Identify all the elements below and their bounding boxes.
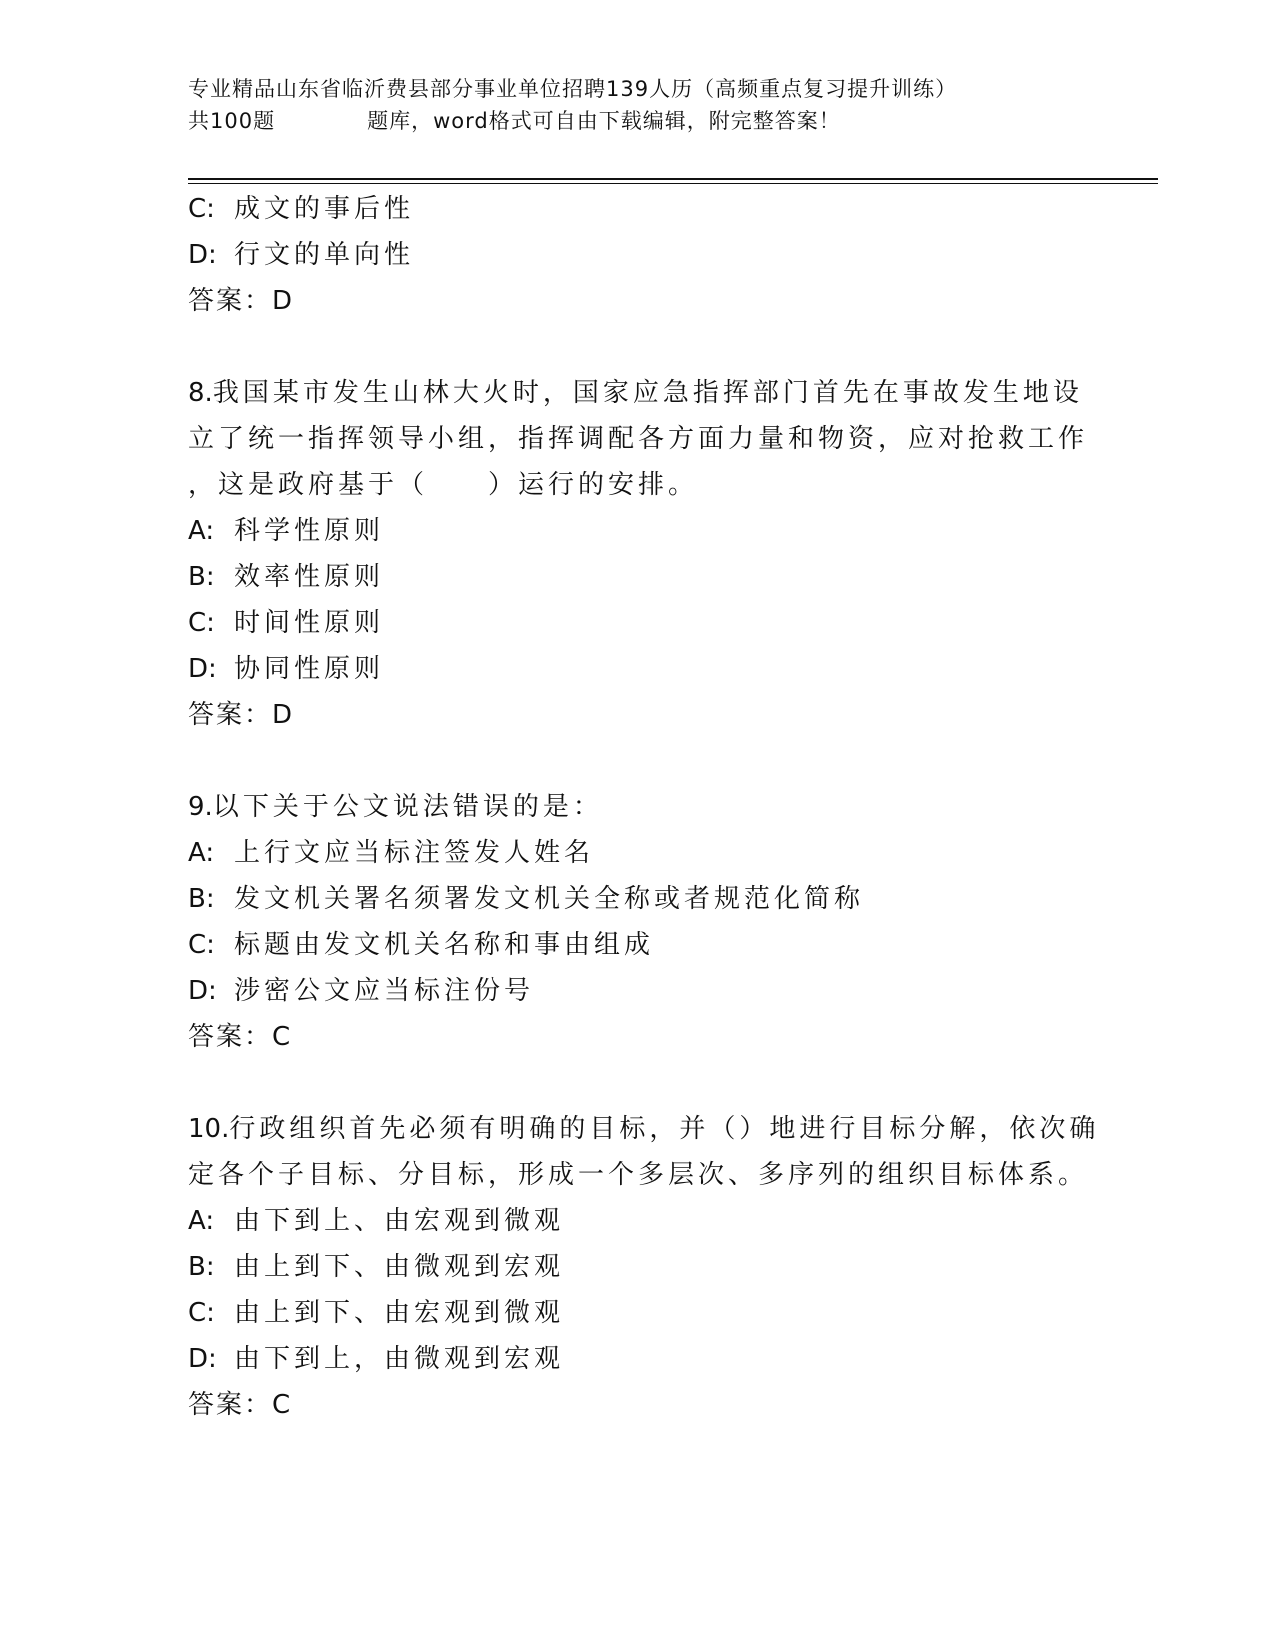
option-text: 由下到上，由微观到宏观	[234, 1344, 565, 1374]
option-key: D:	[188, 240, 217, 270]
option-row	[188, 1290, 1088, 1336]
option-row	[188, 922, 1088, 968]
option-text: 由下到上、由宏观到微观	[234, 1206, 565, 1236]
option-text: 由上到下、由微观到宏观	[234, 1252, 565, 1282]
option-text: 协同性原则	[234, 654, 385, 684]
option-row	[188, 830, 1088, 876]
option-text: 科学性原则	[234, 516, 385, 546]
header-subtitle	[188, 105, 1088, 137]
option-text: 行文的单向性	[234, 240, 415, 270]
question-text: 行政组织首先必须有明确的目标，并（）地进行目标分解，依次确	[229, 1114, 1100, 1144]
option-row	[188, 646, 1088, 692]
answer-line: 答案：C	[188, 1022, 293, 1052]
question-text: ，这是政府基于（ ）运行的安排。	[188, 470, 699, 500]
page-header	[188, 73, 1088, 137]
option-text: 涉密公文应当标注份号	[234, 976, 535, 1006]
option-key: B:	[188, 562, 215, 592]
option-key: C:	[188, 194, 215, 224]
option-text: 由上到下、由宏观到微观	[234, 1298, 565, 1328]
header-note: 题库，word格式可自由下载编辑，附完整答案！	[367, 109, 841, 133]
question-stem	[188, 784, 1088, 830]
option-key: B:	[188, 884, 215, 914]
question-list	[188, 186, 1100, 1428]
question-number: 10.	[188, 1114, 230, 1144]
option-text: 标题由发文机关名称和事由组成	[234, 930, 655, 960]
answer-line: 答案：D	[188, 700, 295, 730]
option-key: A:	[188, 838, 215, 868]
option-text: 成文的事后性	[234, 194, 415, 224]
option-row	[188, 1336, 1088, 1382]
option-row	[188, 968, 1088, 1014]
answer-line: 答案：C	[188, 1390, 293, 1420]
option-text: 时间性原则	[234, 608, 385, 638]
option-key: A:	[188, 1206, 215, 1236]
option-key: D:	[188, 976, 217, 1006]
option-row	[188, 554, 1088, 600]
option-text: 效率性原则	[234, 562, 385, 592]
question-number: 9.	[188, 792, 213, 822]
header-count: 共100题	[188, 109, 276, 133]
option-row	[188, 1244, 1088, 1290]
option-row	[188, 876, 1088, 922]
option-key: C:	[188, 930, 215, 960]
option-key: D:	[188, 654, 217, 684]
header-rule	[188, 178, 1158, 180]
option-row	[188, 1198, 1088, 1244]
question-stem	[188, 1106, 1100, 1152]
header-rule-thin	[188, 183, 1158, 184]
option-text: 上行文应当标注签发人姓名	[234, 838, 595, 868]
option-key: C:	[188, 608, 215, 638]
header-title: 专业精品山东省临沂费县部分事业单位招聘139人历（高频重点复习提升训练）	[188, 77, 958, 101]
question-stem	[188, 370, 1088, 416]
option-row	[188, 508, 1088, 554]
option-row	[188, 232, 1088, 278]
question-number: 8.	[188, 378, 213, 408]
question-text: 以下关于公文说法错误的是：	[212, 792, 603, 822]
question-text: 立了统一指挥领导小组，指挥调配各方面力量和物资，应对抢救工作	[188, 424, 1089, 454]
question-text: 定各个子目标、分目标，形成一个多层次、多序列的组织目标体系。	[188, 1160, 1089, 1190]
option-row	[188, 186, 1088, 232]
option-key: A:	[188, 516, 215, 546]
answer-line: 答案：D	[188, 286, 295, 316]
option-key: B:	[188, 1252, 215, 1282]
option-key: D:	[188, 1344, 217, 1374]
question-text: 我国某市发生山林大火时，国家应急指挥部门首先在事故发生地设	[212, 378, 1083, 408]
option-key: C:	[188, 1298, 215, 1328]
option-text: 发文机关署名须署发文机关全称或者规范化简称	[234, 884, 865, 914]
option-row	[188, 600, 1088, 646]
